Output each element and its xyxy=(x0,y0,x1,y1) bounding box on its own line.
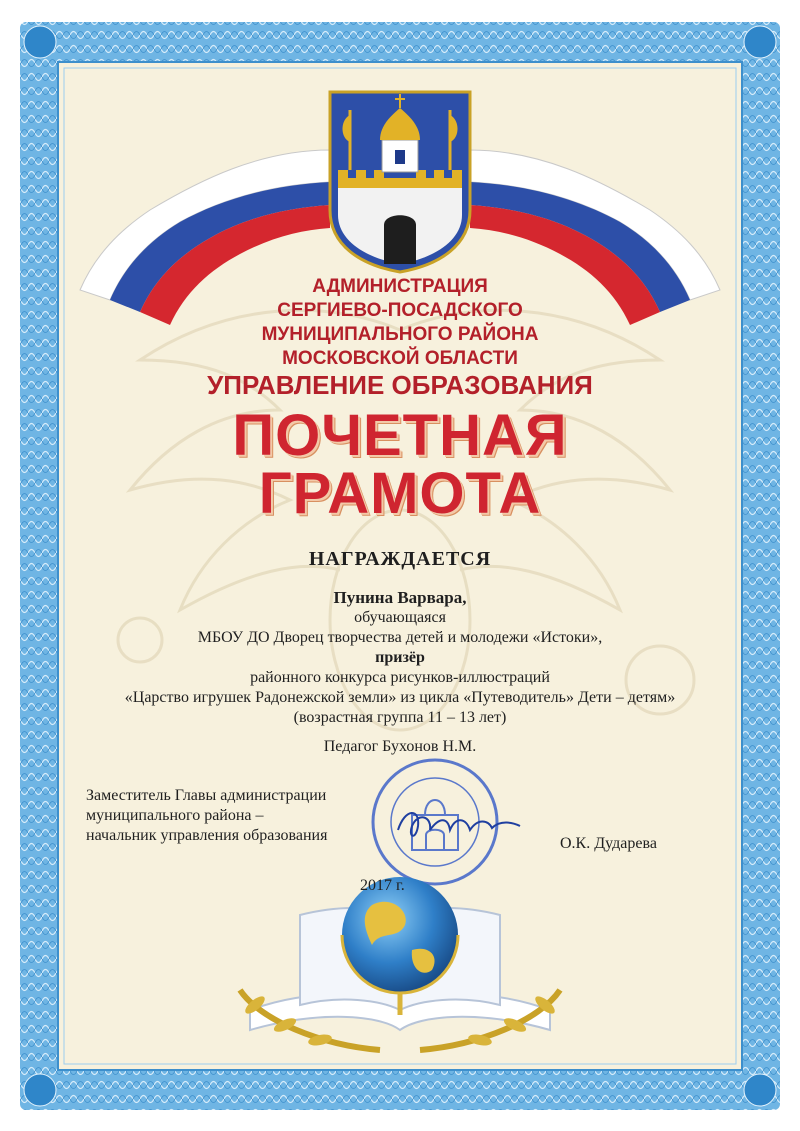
title-line-1: ПОЧЕТНАЯ xyxy=(232,403,568,468)
certificate-year: 2017 г. xyxy=(360,877,405,894)
contest-description: районного конкурса рисунков-иллюстраций xyxy=(250,669,550,686)
title-line-2: ГРАМОТА xyxy=(258,461,542,526)
header-line-5: УПРАВЛЕНИЕ ОБРАЗОВАНИЯ xyxy=(207,370,593,400)
recipient-role: обучающаяся xyxy=(354,609,446,626)
signatory-position-line-1: Заместитель Главы администрации xyxy=(86,787,327,804)
signatory-name: О.К. Дударева xyxy=(560,835,657,852)
header-line-1: АДМИНИСТРАЦИЯ xyxy=(312,276,488,297)
header-line-2: СЕРГИЕВО-ПОСАДСКОГО xyxy=(277,300,523,321)
award-status: призёр xyxy=(375,649,425,666)
signatory-position-line-3: начальник управления образования xyxy=(86,827,328,844)
age-group: (возрастная группа 11 – 13 лет) xyxy=(293,709,507,726)
contest-name: «Царство игрушек Радонежской земли» из цикла «Путеводитель» Дети – детям» xyxy=(124,689,676,706)
signatory-position-line-2: муниципального района – xyxy=(86,807,264,824)
recipient-name: Пунина Варвара, xyxy=(333,588,467,607)
teacher-name: Педагог Бухонов Н.М. xyxy=(323,738,477,755)
coat-of-arms-icon xyxy=(330,92,470,272)
header-line-4: МОСКОВСКОЙ ОБЛАСТИ xyxy=(282,348,518,369)
recipient-school: МБОУ ДО Дворец творчества детей и молодежи «Истоки», xyxy=(197,629,603,646)
awarded-heading: НАГРАЖДАЕТСЯ xyxy=(308,548,492,570)
header-line-3: МУНИЦИПАЛЬНОГО РАЙОНА xyxy=(261,324,539,345)
